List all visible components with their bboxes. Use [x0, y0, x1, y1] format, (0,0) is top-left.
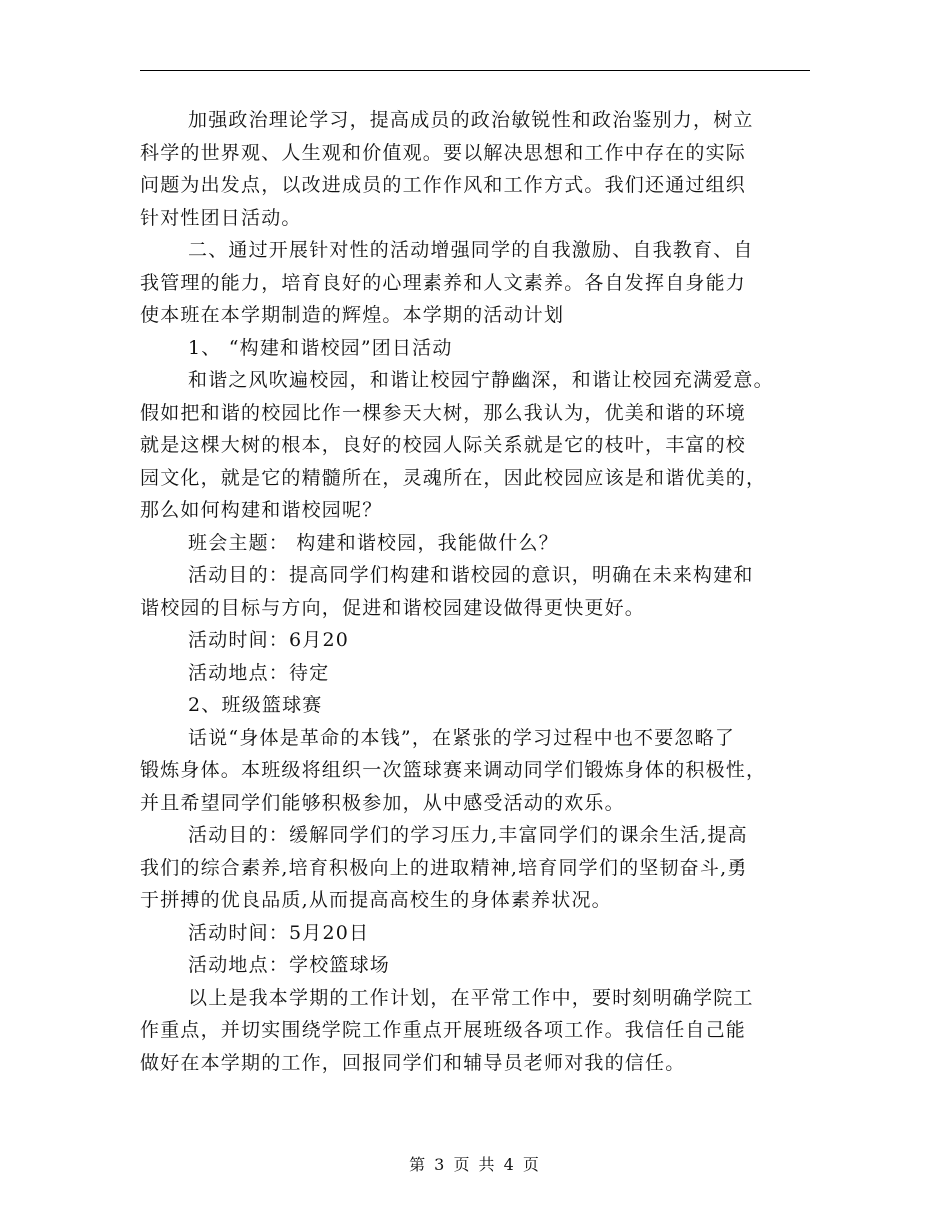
- text-line: 2、班级篮球赛: [188, 694, 323, 716]
- text-line: 加强政治理论学习，提高成员的政治敏锐性和政治鉴别力，树立: [188, 109, 754, 131]
- text-line: 活动目的：缓解同学们的学习压力,丰富同学们的课余生活,提高: [188, 824, 748, 846]
- text-line: 1、 “构建和谐校园”团日活动: [188, 336, 453, 359]
- text-line: 于拼搏的优良品质,从而提高高校生的身体素养状况。: [140, 889, 612, 911]
- text-line: 活动地点：学校篮球场: [188, 954, 391, 976]
- text-line: 假如把和谐的校园比作一棵参天大树，那么我认为，优美和谐的环境: [140, 401, 747, 424]
- text-line: 活动目的：提高同学们构建和谐校园的意识，明确在未来构建和: [188, 564, 754, 586]
- text-line: 话说“身体是革命的本钱”，在紧张的学习过程中也不要忽略了: [188, 726, 736, 749]
- text-line: 锻炼身体。本班级将组织一次篮球赛来调动同学们锻炼身体的积极性，: [140, 759, 767, 781]
- text-line: 园文化，就是它的精髓所在，灵魂所在，因此校园应该是和谐优美的，: [140, 466, 767, 489]
- text-line: 二、通过开展针对性的活动增强同学的自我激励、自我教育、自: [188, 239, 754, 261]
- text-line: 并且希望同学们能够积极参加，从中感受活动的欢乐。: [140, 791, 625, 814]
- text-line: 做好在本学期的工作，回报同学们和辅导员老师对我的信任。: [140, 1051, 686, 1074]
- text-line: 针对性团日活动。: [140, 206, 302, 229]
- text-line: 就是这棵大树的根本，良好的校园人际关系就是它的枝叶，丰富的校: [140, 434, 747, 456]
- text-line: 活动时间：5月20日: [188, 921, 370, 944]
- text-line: 科学的世界观、人生观和价值观。要以解决思想和工作中存在的实际: [140, 141, 747, 164]
- text-line: 班会主题： 构建和谐校园，我能做什么？: [188, 531, 559, 554]
- text-line: 使本班在本学期制造的辉煌。本学期的活动计划: [140, 304, 565, 326]
- page-footer: 第 3 页 共 4 页: [409, 1155, 541, 1174]
- text-line: 活动时间：6月20: [188, 629, 350, 651]
- header-rule: [140, 70, 810, 71]
- text-line: 和谐之风吹遍校园，和谐让校园宁静幽深，和谐让校园充满爱意。: [188, 369, 774, 391]
- text-line: 谐校园的目标与方向，促进和谐校园建设做得更快更好。: [140, 596, 646, 619]
- text-line: 活动地点：待定: [188, 661, 330, 684]
- text-line: 问题为出发点，以改进成员的工作作风和工作方式。我们还通过组织: [140, 174, 747, 196]
- text-line: 那么如何构建和谐校园呢？: [140, 499, 383, 521]
- text-line: 我管理的能力，培育良好的心理素养和人文素养。各自发挥自身能力: [140, 271, 747, 294]
- document-body: [140, 104, 820, 1079]
- text-line: 以上是我本学期的工作计划，在平常工作中，要时刻明确学院工: [188, 986, 754, 1009]
- text-line: 我们的综合素养,培育积极向上的进取精神,培育同学们的坚韧奋斗,勇: [140, 856, 748, 879]
- text-line: 作重点，并切实围绕学院工作重点开展班级各项工作。我信任自己能: [140, 1019, 747, 1041]
